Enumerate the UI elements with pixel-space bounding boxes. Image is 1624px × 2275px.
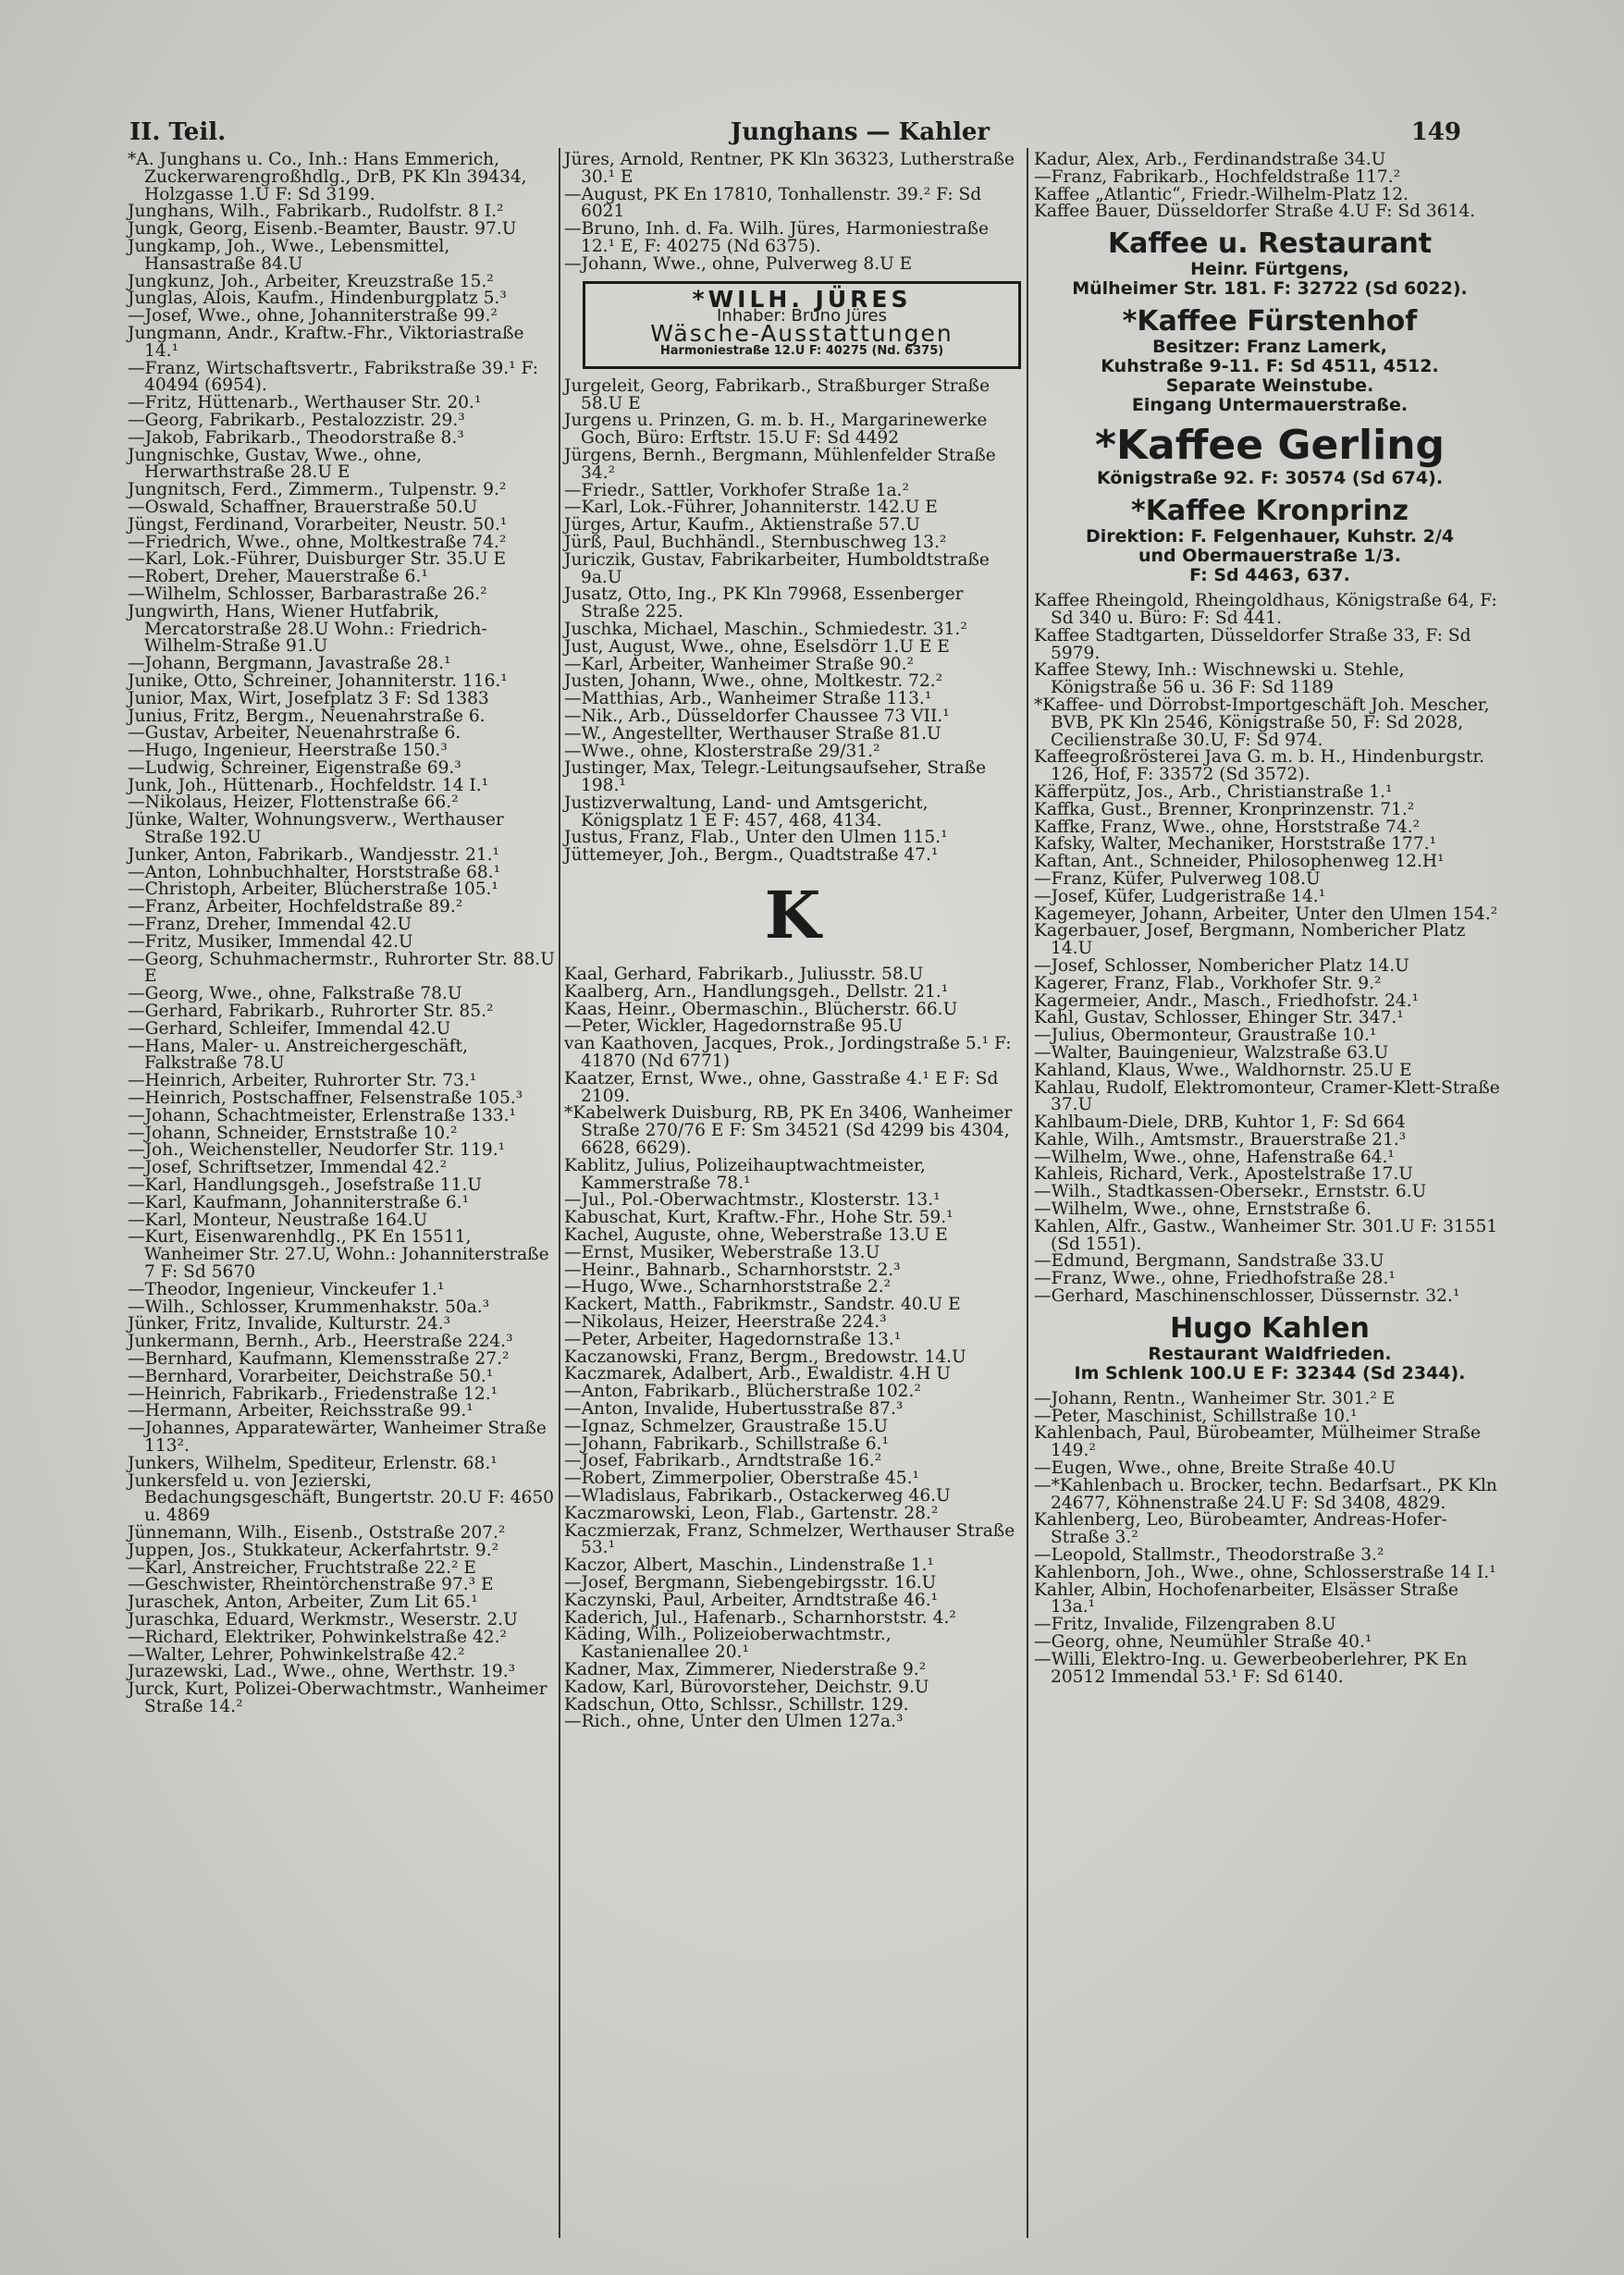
directory-entry: Junglas, Alois, Kaufm., Hindenburgplatz 5.³	[128, 289, 507, 309]
directory-entry: —Edmund, Bergmann, Sandstraße 33.U	[1034, 1251, 1384, 1272]
column-divider	[559, 148, 560, 2238]
directory-entry: —Christoph, Arbeiter, Blücherstraße 105.¹	[128, 879, 498, 900]
directory-entry: —Bernhard, Kaufmann, Klemensstraße 27.²	[128, 1348, 510, 1369]
directory-entry: Kachel, Auguste, ohne, Weberstraße 13.U E	[564, 1225, 948, 1246]
directory-entry: —Wwe., ohne, Klosterstraße 29/31.²	[564, 741, 880, 761]
ad-line: Direktion: F. Felgenhauer, Kuhstr. 2/4	[1085, 526, 1455, 547]
directory-entry: —Anton, Fabrikarb., Blücherstraße 102.²	[564, 1382, 921, 1402]
directory-entry: Kafsky, Walter, Mechaniker, Horststraße 177.¹	[1034, 834, 1437, 855]
directory-entry: —Karl, Lok.-Führer, Johanniterstr. 142.U E	[564, 498, 938, 518]
directory-entry: —Johannes, Apparatewärter, Wanheimer Straße 113².	[128, 1419, 547, 1456]
directory-entry: —Jakob, Fabrikarb., Theodorstraße 8.³	[128, 427, 464, 448]
directory-entry: Kahleis, Richard, Verk., Apostelstraße 17.U	[1034, 1164, 1413, 1185]
directory-entry: —Franz, Fabrikarb., Hochfeldstraße 117.²	[1034, 166, 1401, 187]
directory-entry: —Wilhelm, Wwe., ohne, Hafenstraße 64.¹	[1034, 1147, 1395, 1167]
directory-entry: Juraschka, Eduard, Werkmstr., Weserstr. 2.U	[128, 1609, 518, 1629]
directory-entry: Kagerbauer, Josef, Bergmann, Nombericher Platz 14.U	[1034, 921, 1466, 959]
directory-entry: Jurgeleit, Georg, Fabrikarb., Straßburger Straße 58.U E	[564, 375, 990, 413]
directory-entry: Kadner, Max, Zimmerer, Niederstraße 9.²	[564, 1659, 927, 1679]
directory-entry: —Johann, Fabrikarb., Schillstraße 6.¹	[564, 1433, 889, 1454]
directory-entry: —Joh., Weichensteller, Neudorfer Str. 119.¹	[128, 1140, 506, 1161]
ad-address: Harmoniestraße 12.U F: 40275 (Nd. 6375)	[659, 343, 944, 358]
directory-entry: Kahle, Wilh., Amtsmstr., Brauerstraße 21.³	[1034, 1129, 1407, 1150]
directory-entry: Kadur, Alex, Arb., Ferdinandstraße 34.U	[1034, 150, 1386, 169]
directory-entry: Justus, Franz, Flab., Unter den Ulmen 115.¹	[564, 828, 948, 848]
directory-entry: —Hans, Maler- u. Anstreichergeschäft, Falkstraße 78.U	[128, 1036, 468, 1074]
page-header	[129, 118, 1461, 150]
directory-entry: Junker, Anton, Fabrikarb., Wandjesstr. 21.¹	[128, 844, 500, 865]
directory-entry: —Gerhard, Maschinenschlosser, Düssernstr. 32.¹	[1034, 1286, 1460, 1307]
directory-entry: Kagermeier, Andr., Masch., Friedhofstr. 24.¹	[1034, 990, 1420, 1011]
directory-entry: Kaffee „Atlantic“, Friedr.-Wilhelm-Platz 12.	[1034, 184, 1409, 204]
directory-entry: —Ernst, Musiker, Weberstraße 13.U	[564, 1242, 880, 1262]
directory-entry: —Eugen, Wwe., ohne, Breite Straße 40.U	[1034, 1458, 1396, 1479]
directory-entry: Kahlenborn, Joh., Wwe., ohne, Schlosserstraße 14 I.¹	[1034, 1562, 1496, 1582]
directory-entry: Jurck, Kurt, Polizei-Oberwachtmstr., Wanheimer Straße 14.²	[128, 1679, 547, 1716]
directory-entry: Kahlbaum-Diele, DRB, Kuhtor 1, F: Sd 664	[1034, 1113, 1406, 1133]
column-right	[1034, 152, 1506, 1686]
directory-entry: Kagerer, Franz, Flab., Vorkhofer Str. 9.²	[1034, 973, 1382, 993]
directory-entry: —Josef, Bergmann, Siebengebirgsstr. 16.U	[564, 1572, 937, 1592]
directory-entry: *A. Junghans u. Co., Inh.: Hans Emmerich, Zuckerwarengroßhdlg., DrB, PK Kln 39434, Holzgasse 1.U F: Sd 3199.	[128, 150, 527, 204]
ad-subtitle: Restaurant Waldfrieden.	[1148, 1343, 1392, 1364]
directory-entry: —Julius, Obermonteur, Graustraße 10.¹	[1034, 1026, 1377, 1046]
directory-entry: —Franz, Arbeiter, Hochfeldstraße 89.²	[128, 897, 463, 917]
directory-entry: Kaczor, Albert, Maschin., Lindenstraße 1.¹	[564, 1556, 934, 1576]
directory-entry: —Georg, Wwe., ohne, Falkstraße 78.U	[128, 984, 462, 1004]
directory-entry: Kahlen, Alfr., Gastw., Wanheimer Str. 301.U F: 31551 (Sd 1551).	[1034, 1216, 1498, 1254]
directory-entry: Juppen, Jos., Stukkateur, Ackerfahrtstr. 9.²	[128, 1540, 499, 1560]
directory-entry: van Kaathoven, Jacques, Prok., Jordingstraße 5.¹ F: 41870 (Nd 6771)	[564, 1034, 1012, 1072]
directory-entry: —Heinr., Bahnarb., Scharnhorststr. 2.³	[564, 1260, 901, 1280]
running-head: Junghans — Kahler	[730, 118, 990, 146]
directory-entry: —Johann, Schneider, Ernststraße 10.²	[128, 1123, 458, 1143]
section-label: II. Teil.	[129, 118, 227, 146]
directory-entry: Kaalberg, Arn., Handlungsgeh., Dellstr. 21.¹	[564, 981, 949, 1002]
directory-entry: *Kaffee- und Dörrobst-Importgeschäft Joh. Mescher, BVB, PK Kln 2546, Königstraße 50, F: Sd 2028, Cecilienstraße 30.U, F: Sd 974.	[1034, 695, 1490, 750]
directory-entry: —Geschwister, Rheintörchenstraße 97.³ E	[128, 1575, 494, 1595]
directory-entry: —Wladislaus, Fabrikarb., Ostackerweg 46.U	[564, 1485, 951, 1506]
directory-entry: Käfferpütz, Jos., Arb., Christianstraße 1.¹	[1034, 781, 1393, 802]
column-left	[128, 152, 555, 1716]
directory-entry: —Heinrich, Arbeiter, Ruhrorter Str. 73.¹	[128, 1071, 477, 1091]
directory-entry: Jurazewski, Lad., Wwe., ohne, Werthstr. 19.³	[128, 1662, 516, 1682]
ad-name: *WILH. JÜRES	[692, 285, 912, 313]
directory-entry: —Wilhelm, Schlosser, Barbarastraße 26.²	[128, 584, 487, 604]
directory-entry: —Johann, Wwe., ohne, Pulverweg 8.U E	[564, 253, 913, 274]
directory-entry: —Anton, Lohnbuchhalter, Horststraße 68.¹	[128, 862, 501, 882]
directory-entry: —Johann, Schachtmeister, Erlenstraße 133.¹	[128, 1105, 516, 1125]
directory-entry: —Peter, Maschinist, Schillstraße 10.¹	[1034, 1406, 1358, 1426]
directory-entry: —Peter, Arbeiter, Hagedornstraße 13.¹	[564, 1329, 902, 1349]
directory-entry: Kaffee Stadtgarten, Düsseldorfer Straße 33, F: Sd 5979.	[1034, 625, 1471, 663]
directory-entry: Jungmann, Andr., Kraftw.-Fhr., Viktoriastraße 14.¹	[128, 323, 524, 361]
directory-entry: Jusatz, Otto, Ing., PK Kln 79968, Essenberger Straße 225.	[564, 584, 964, 622]
directory-entry: Kaffke, Franz, Wwe., ohne, Horststraße 74.²	[1034, 817, 1421, 837]
directory-entry: —Rich., ohne, Unter den Ulmen 127a.³	[564, 1712, 904, 1732]
directory-entry: —Karl, Handlungsgeh., Josefstraße 11.U	[128, 1175, 482, 1196]
directory-entry: —Friedrich, Wwe., ohne, Moltkestraße 74.²	[128, 532, 507, 552]
directory-entry: Junghans, Wilh., Fabrikarb., Rudolfstr. 8 I.²	[128, 202, 504, 222]
directory-entry: Kagemeyer, Johann, Arbeiter, Unter den Ulmen 154.²	[1034, 904, 1498, 924]
directory-entry: Jürß, Paul, Buchhändl., Sternbuschweg 13.²	[564, 532, 947, 552]
directory-entry: —Hugo, Wwe., Scharnhorststraße 2.²	[564, 1277, 892, 1297]
ad-owner: Inhaber: Bruno Jüres	[717, 306, 887, 326]
directory-entry: Jungnischke, Gustav, Wwe., ohne, Herwarthstraße 28.U E	[128, 445, 423, 483]
directory-entry: Jünke, Walter, Wohnungsverw., Werthauser Straße 192.U	[128, 810, 504, 848]
directory-entry: Jurgens u. Prinzen, G. m. b. H., Margarinewerke Goch, Büro: Erftstr. 15.U F: Sd 4492	[564, 411, 988, 449]
directory-entry: —Ignaz, Schmelzer, Graustraße 15.U	[564, 1416, 889, 1436]
directory-entry: Kaffee Bauer, Düsseldorfer Straße 4.U F: Sd 3614.	[1034, 202, 1476, 222]
directory-entry: —Hugo, Ingenieur, Heerstraße 150.³	[128, 741, 448, 761]
directory-entry: —Georg, ohne, Neumühler Straße 40.¹	[1034, 1632, 1372, 1653]
directory-entry: Junike, Otto, Schreiner, Johanniterstr. 116.¹	[128, 670, 508, 691]
directory-entry: —Robert, Dreher, Mauerstraße 6.¹	[128, 567, 428, 587]
directory-entry: Juraschek, Anton, Arbeiter, Zum Lit 65.¹	[128, 1592, 478, 1613]
directory-entry: —Josef, Fabrikarb., Arndtstraße 16.²	[564, 1451, 882, 1471]
directory-entry: Kaczmarek, Adalbert, Arb., Ewaldistr. 4.H U	[564, 1364, 951, 1384]
directory-entry: Kahlau, Rudolf, Elektromonteur, Cramer-Klett-Straße 37.U	[1034, 1077, 1500, 1115]
directory-entry: Kaffka, Gust., Brenner, Kronprinzenstr. 71.²	[1034, 799, 1415, 819]
directory-entry: Kaczynski, Paul, Arbeiter, Arndtstraße 46.¹	[564, 1590, 939, 1610]
ad-owner: Besitzer: Franz Lamerk,	[1152, 337, 1387, 358]
ad-address: Im Schlenk 100.U E F: 32344 (Sd 2344).	[1074, 1362, 1466, 1383]
directory-entry: Junkers, Wilhelm, Spediteur, Erlenstr. 68.¹	[128, 1453, 498, 1473]
directory-entry: —Wilhelm, Wwe., ohne, Ernststraße 6.	[1034, 1199, 1372, 1220]
directory-entry: Junius, Fritz, Bergm., Neuenahrstraße 6.	[128, 706, 486, 726]
directory-entry: —Karl, Anstreicher, Fruchtstraße 22.² E	[128, 1557, 476, 1578]
directory-entry: Jungwirth, Hans, Wiener Hutfabrik, Mercatorstraße 28.U Wohn.: Friedrich-Wilhelm-Straße 91.U	[128, 601, 487, 657]
ad-line: Separate Weinstube.	[1165, 375, 1374, 397]
directory-entry: —Nikolaus, Heizer, Flottenstraße 66.²	[128, 793, 459, 813]
page-number: 149	[1410, 118, 1461, 146]
directory-entry: —Oswald, Schaffner, Brauerstraße 50.U	[128, 497, 478, 517]
directory-entry: Kaczmierzak, Franz, Schmelzer, Werthauser Straße 53.¹	[564, 1520, 1015, 1558]
directory-entry: Jünker, Fritz, Invalide, Kulturstr. 24.³	[128, 1314, 451, 1334]
ad-title: Kaffee u. Restaurant	[1107, 228, 1433, 261]
directory-entry: Jünnemann, Wilh., Eisenb., Oststraße 207.²	[128, 1522, 506, 1543]
directory-entry: *Kabelwerk Duisburg, RB, PK En 3406, Wanheimer Straße 270/76 E F: Sm 34521 (Sd 4299 bis 4304, 6628, 6629).	[564, 1103, 1013, 1159]
ad-line: F: Sd 4463, 637.	[1189, 565, 1350, 586]
directory-entry: —Josef, Wwe., ohne, Johanniterstraße 99.²	[128, 306, 498, 326]
directory-entry: Kabuschat, Kurt, Kraftw.-Fhr., Hohe Str. 59.¹	[564, 1208, 953, 1228]
ad-title: Hugo Kahlen	[1170, 1311, 1370, 1345]
ad-title: *Kaffee Fürstenhof	[1122, 305, 1418, 338]
jures-advertisement	[583, 281, 1021, 369]
directory-entry: —Wilh., Schlosser, Krummenhakstr. 50a.³	[128, 1297, 490, 1317]
directory-entry: Junior, Max, Wirt, Josefplatz 3 F: Sd 1383	[128, 688, 489, 708]
gerling-advertisement	[1034, 423, 1506, 488]
ad-line: und Obermauerstraße 1/3.	[1138, 546, 1402, 567]
directory-entry: Jungk, Georg, Eisenb.-Beamter, Baustr. 97.U	[128, 219, 517, 240]
directory-entry: —W., Angestellter, Werthauser Straße 81.U	[564, 723, 941, 744]
directory-entry: Kaftan, Ant., Schneider, Philosophenweg 12.H¹	[1034, 852, 1445, 872]
directory-entry: —Fritz, Invalide, Filzengraben 8.U	[1034, 1615, 1336, 1635]
directory-entry: Jüres, Arnold, Rentner, PK Kln 36323, Lutherstraße 30.¹ E	[564, 150, 1015, 187]
directory-entry: —Josef, Schriftsetzer, Immendal 42.²	[128, 1158, 448, 1178]
directory-entry: —Franz, Wwe., ohne, Friedhofstraße 28.¹	[1034, 1269, 1396, 1289]
directory-entry: —Nik., Arb., Düsseldorfer Chaussee 73 VII.¹	[564, 706, 950, 726]
kahlen-advertisement	[1034, 1313, 1506, 1383]
directory-entry: Jüngst, Ferdinand, Vorarbeiter, Neustr. 50.¹	[128, 514, 508, 535]
directory-entry: Kahl, Gustav, Schlosser, Ehinger Str. 347.¹	[1034, 1008, 1404, 1028]
directory-entry: —Fritz, Hüttenarb., Werthauser Str. 20.¹	[128, 393, 482, 413]
directory-entry: —Heinrich, Fabrikarb., Friedenstraße 12.¹	[128, 1383, 498, 1404]
directory-entry: —Bernhard, Vorarbeiter, Deichstraße 50.¹	[128, 1366, 494, 1386]
directory-entry: —Friedr., Sattler, Vorkhofer Straße 1a.²	[564, 480, 909, 500]
directory-entry: Jungkamp, Joh., Wwe., Lebensmittel, Hansastraße 84.U	[128, 236, 450, 274]
directory-entry: Justen, Johann, Wwe., ohne, Moltkestr. 72.²	[564, 671, 943, 692]
directory-entry: —Wilh., Stadtkassen-Obersekr., Ernststr. 6.U	[1034, 1182, 1427, 1202]
directory-entry: Kaffee Rheingold, Rheingoldhaus, Königstraße 64, F: Sd 340 u. Büro: F: Sd 441.	[1034, 591, 1497, 628]
directory-entry: —Hermann, Arbeiter, Reichsstraße 99.¹	[128, 1401, 474, 1421]
directory-entry: —Fritz, Musiker, Immendal 42.U	[128, 931, 413, 952]
directory-entry: —Robert, Zimmerpolier, Oberstraße 45.¹	[564, 1469, 919, 1489]
directory-entry: Juschka, Michael, Maschin., Schmiedestr. 31.²	[564, 619, 967, 639]
directory-entry: Kadow, Karl, Bürovorsteher, Deichstr. 9.U	[564, 1677, 929, 1697]
directory-entry: Kaderich, Jul., Hafenarb., Scharnhorststr. 4.²	[564, 1607, 956, 1628]
ad-address: Königstraße 92. F: 30574 (Sd 674).	[1096, 468, 1444, 489]
directory-entry: —Karl, Monteur, Neustraße 164.U	[128, 1210, 428, 1230]
directory-entry: Jürgens, Bernh., Bergmann, Mühlenfelder Straße 34.²	[564, 445, 996, 483]
directory-entry: Juriczik, Gustav, Fabrikarbeiter, Humboldtstraße 9a.U	[564, 549, 990, 587]
directory-entry: —Walter, Lehrer, Pohwinkelstraße 42.²	[128, 1644, 465, 1665]
directory-entry: —Bruno, Inh. d. Fa. Wilh. Jüres, Harmoniestraße 12.¹ E, F: 40275 (Nd 6375).	[564, 219, 990, 256]
directory-entry: —*Kahlenbach u. Brocker, techn. Bedarfsart., PK Kln 24677, Köhnenstraße 24.U F: Sd 3408, 4829.	[1034, 1475, 1497, 1513]
directory-entry: —Johann, Rentn., Wanheimer Str. 301.² E	[1034, 1388, 1396, 1408]
directory-entry: —Willi, Elektro-Ing. u. Gewerbeoberlehrer, PK En 20512 Immendal 53.¹ F: Sd 6140.	[1034, 1649, 1468, 1687]
directory-entry: —Ludwig, Schreiner, Eigenstraße 69.³	[128, 757, 461, 778]
directory-entry: Junkersfeld u. von Jezierski, Bedachungsgeschäft, Bungertstr. 20.U F: 4650 u. 4869	[128, 1470, 554, 1526]
directory-entry: —Matthias, Arb., Wanheimer Straße 113.¹	[564, 689, 932, 709]
directory-entry: Kaczmarowski, Leon, Flab., Gartenstr. 28.²	[564, 1503, 939, 1523]
directory-entry: —Leopold, Stallmstr., Theodorstraße 3.²	[1034, 1545, 1384, 1566]
fuerstenhof-advertisement	[1034, 306, 1506, 415]
ad-line: Eingang Untermauerstraße.	[1131, 395, 1409, 416]
directory-entry: —Jul., Pol.-Oberwachtmstr., Klosterstr. 13.¹	[564, 1190, 941, 1211]
directory-entry: —Gerhard, Fabrikarb., Ruhrorter Str. 85.²	[128, 1002, 494, 1022]
directory-entry: —Franz, Küfer, Pulverweg 108.U	[1034, 868, 1321, 889]
directory-entry: —Nikolaus, Heizer, Heerstraße 224.³	[564, 1312, 887, 1333]
directory-entry: —Karl, Arbeiter, Wanheimer Straße 90.²	[564, 654, 914, 674]
ad-address: Mülheimer Str. 181. F: 32722 (Sd 6022).	[1072, 278, 1468, 300]
directory-entry: Kahlenbach, Paul, Bürobeamter, Mülheimer Straße 149.²	[1034, 1423, 1481, 1461]
directory-entry: Käding, Wilh., Polizeioberwachtmstr., Kastanienallee 20.¹	[564, 1625, 892, 1663]
directory-entry: —Georg, Schuhmachermstr., Ruhrorter Str. 88.U E	[128, 949, 555, 987]
directory-entry: —Theodor, Ingenieur, Vinckeufer 1.¹	[128, 1279, 445, 1299]
directory-entry: Kaatzer, Ernst, Wwe., ohne, Gasstraße 4.¹ E F: Sd 2109.	[564, 1068, 999, 1106]
directory-entry: —Heinrich, Postschaffner, Felsenstraße 105.³	[128, 1088, 523, 1109]
directory-entry: Junkermann, Bernh., Arb., Heerstraße 224.³	[128, 1332, 513, 1352]
fuertgens-advertisement	[1034, 228, 1506, 299]
directory-entry: —Walter, Bauingenieur, Walzstraße 63.U	[1034, 1042, 1389, 1063]
directory-entry: —Franz, Wirtschaftsvertr., Fabrikstraße 39.¹ F: 40494 (6954).	[128, 358, 538, 396]
directory-entry: Jürges, Artur, Kaufm., Aktienstraße 57.U	[564, 515, 920, 535]
directory-entry: —Josef, Küfer, Ludgeristraße 14.¹	[1034, 886, 1326, 906]
directory-entry: Kackert, Matth., Fabrikmstr., Sandstr. 40.U E	[564, 1295, 961, 1315]
directory-entry: Jungkunz, Joh., Arbeiter, Kreuzstraße 15.²	[128, 271, 494, 291]
column-middle	[564, 152, 1021, 1731]
ad-address: Kuhstraße 9-11. F: Sd 4511, 4512.	[1101, 356, 1439, 377]
directory-entry: Kaal, Gerhard, Fabrikarb., Juliusstr. 58.U	[564, 965, 924, 985]
directory-entry: Kahler, Albin, Hochofenarbeiter, Elsässer Straße 13a.¹	[1034, 1580, 1459, 1617]
directory-entry: Just, August, Wwe., ohne, Eselsdörr 1.U E E	[564, 636, 950, 657]
ad-owner: Heinr. Fürtgens,	[1190, 259, 1349, 280]
ad-business: Wäsche-Ausstattungen	[650, 320, 953, 348]
directory-entry: —Josef, Schlosser, Nombericher Platz 14.U	[1034, 955, 1409, 976]
ad-title: *Kaffee Gerling	[1094, 422, 1446, 470]
directory-entry: Kadschun, Otto, Schlssr., Schillstr. 129.	[564, 1694, 909, 1715]
directory-entry: —Richard, Elektriker, Pohwinkelstraße 42.²	[128, 1627, 507, 1647]
directory-entry: Jüttemeyer, Joh., Bergm., Quadtstraße 47.¹	[564, 845, 939, 866]
directory-entry: Kahlenberg, Leo, Bürobeamter, Andreas-Hofer-Straße 3.²	[1034, 1510, 1447, 1548]
column-divider	[1027, 148, 1028, 2238]
ad-title: *Kaffee Kronprinz	[1131, 495, 1409, 528]
directory-entry: Kaffeegroßrösterei Java G. m. b. H., Hindenburgstr. 126, Hof, F: 33572 (Sd 3572).	[1034, 747, 1485, 785]
directory-entry: —Franz, Dreher, Immendal 42.U	[128, 915, 412, 935]
directory-entry: Junk, Joh., Hüttenarb., Hochfeldstr. 14 I.¹	[128, 775, 489, 795]
directory-entry: —Gustav, Arbeiter, Neuenahrstraße 6.	[128, 723, 461, 744]
directory-entry: —Karl, Lok.-Führer, Duisburger Str. 35.U E	[128, 549, 507, 570]
directory-entry: Kaas, Heinr., Obermaschin., Blücherstr. 66.U	[564, 999, 958, 1019]
directory-entry: —Anton, Invalide, Hubertusstraße 87.³	[564, 1399, 904, 1419]
directory-entry: Jungnitsch, Ferd., Zimmerm., Tulpenstr. 9.²	[128, 480, 507, 500]
directory-entry: —August, PK En 17810, Tonhallenstr. 39.² F: Sd 6021	[564, 184, 982, 222]
directory-entry: —Johann, Bergmann, Javastraße 28.¹	[128, 654, 451, 674]
directory-entry: Kaffee Stewy, Inh.: Wischnewski u. Stehle, Königstraße 56 u. 36 F: Sd 1189	[1034, 660, 1405, 698]
directory-entry: Kaczanowski, Franz, Bergm., Bredowstr. 14.U	[564, 1347, 966, 1367]
section-letter-k: K	[764, 877, 821, 954]
kronprinz-advertisement	[1034, 496, 1506, 585]
directory-entry: Justizverwaltung, Land- und Amtsgericht, Königsplatz 1 E F: 457, 468, 4134.	[564, 793, 929, 830]
directory-entry: Kablitz, Julius, Polizeihauptwachtmeister, Kammerstraße 78.¹	[564, 1155, 926, 1193]
directory-entry: —Peter, Wickler, Hagedornstraße 95.U	[564, 1016, 904, 1037]
directory-entry: —Gerhard, Schleifer, Immendal 42.U	[128, 1018, 451, 1039]
directory-entry: Kahland, Klaus, Wwe., Waldhornstr. 25.U E	[1034, 1060, 1412, 1080]
directory-entry: —Karl, Kaufmann, Johanniterstraße 6.¹	[128, 1192, 470, 1212]
directory-entry: —Kurt, Eisenwarenhdlg., PK En 15511, Wanheimer Str. 27.U, Wohn.: Johanniterstraße 7 F: Sd 5670	[128, 1227, 549, 1282]
directory-entry: Justinger, Max, Telegr.-Leitungsaufseher, Straße 198.¹	[564, 758, 987, 796]
directory-entry: —Georg, Fabrikarb., Pestalozzistr. 29.³	[128, 410, 465, 430]
